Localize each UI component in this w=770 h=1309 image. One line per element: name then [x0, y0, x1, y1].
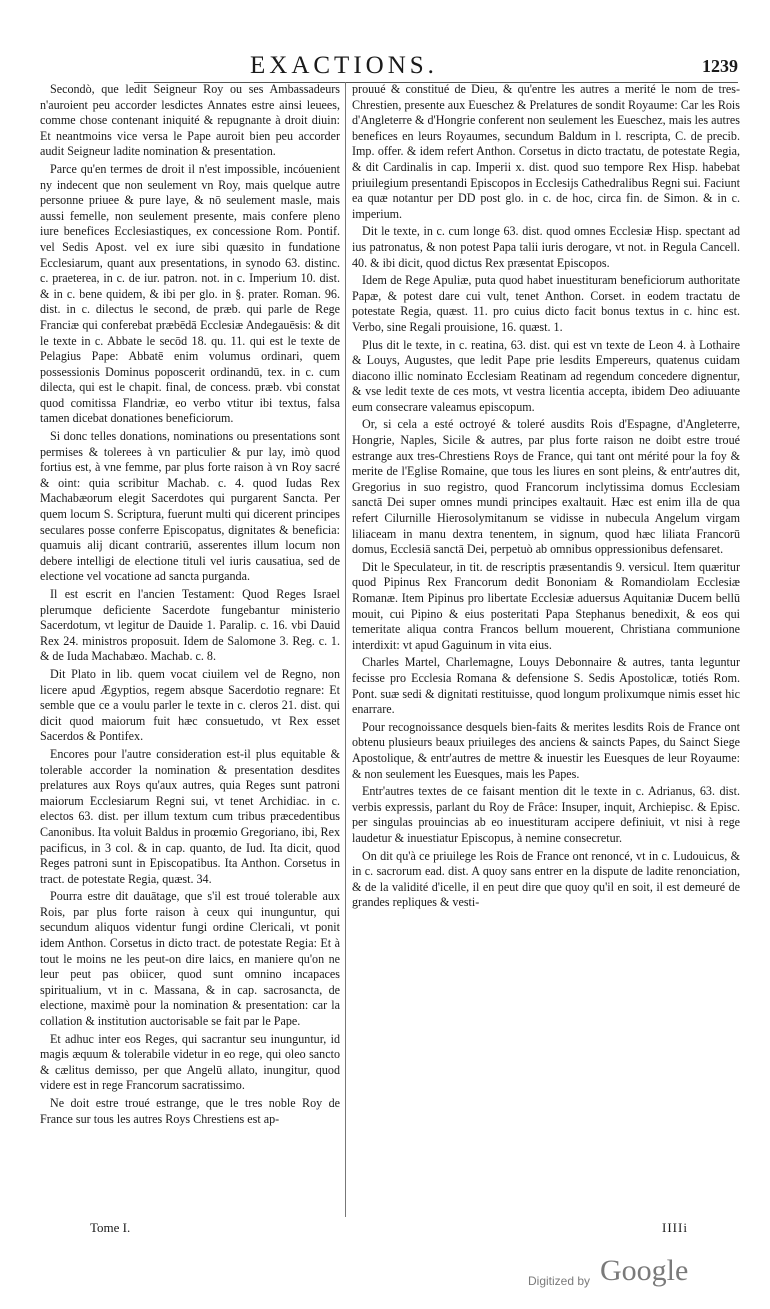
watermark-label: Digitized by — [528, 1274, 591, 1288]
paragraph: Il est escrit en l'ancien Testament: Quod Reges Israel plerumque deficiente Sacerdote fungebantur ministerio Sacerdotum, vt legitur de Dauide 1. Paralip. c. 16. vbi Dauid Rex 24. ministros proposuit. Idem de Salomone 3. Reg. c. 1. & de Iuda Machabæo. Machab. c. 8. — [40, 587, 340, 664]
watermark-brand: Google — [600, 1254, 689, 1287]
column-divider — [345, 82, 346, 1217]
left-text-column — [40, 82, 340, 1222]
paragraph: Dit le texte, in c. cum longe 63. dist. quod omnes Ecclesiæ Hisp. spectant ad ius patronatus, & non potest Papa talii iuris derogare, vt not. in Regula Cancell. 40. & ibi dicit, quod dictus Rex præsentat Episcopos. — [352, 224, 740, 270]
paragraph: Or, si cela a esté octroyé & toleré ausdits Rois d'Espagne, d'Angleterre, Hongrie, Naples, Sicile & autres, par plus forte raison ne doibt estre troué estrange aux tres-Chrestiens Roys de France, qui tant ont mérité pour la foy & merite de l'Eglise Romaine, que tous les liures en sont pleins, & entr'autres dit, Gregorius in suo registro, quod Francorum inclytissima domus Ecclesiam sanctā Dei super omnes mundi principes exaltauit. Hæc est enim illa de qua refert Cilurnille Hierosolymitanum se vidisse in nubecula Angelum virgam liliaceam in manu dextra tenentem, in signum, quod hæc liliata Francorū domus, Ecclesiā sanctā Dei, perpetuò ab omnibus oppressionibus defensaret. — [352, 417, 740, 557]
signature-mark: IIIIi — [662, 1220, 688, 1235]
right-text-column — [352, 82, 740, 1222]
paragraph: Pourra estre dit dauātage, que s'il est troué tolerable aux Rois, par plus forte raison à ceux qui inunguntur, qui secundum aliquos videntur fungi ordine Clericali, vt ponit idem Anthon. Corsetus in dicto tract. de potestate Regia: Et à tout le moins ne les peut-on dire laics, en maniere qu'on ne leur peut pas obiicer, quod sunt omnino incapaces spiritualium, vt in c. Massana, & in cap. sacrosancta, de electione, maximè pour la nomination & presentation: car la collation & institution auctorisable se fait par le Pape. — [40, 889, 340, 1029]
paragraph: Dit Plato in lib. quem vocat ciuilem vel de Regno, non licere apud Ægyptios, regem absque Sacerdotio regnare: Et semble que ce a voulu parler le texte in c. cleros 21. dist. qui dicit quod maiorum fuit hæc consuetudo, vt Rex esset Sacerdos & Pontifex. — [40, 666, 340, 744]
paragraph: Ne doit estre troué estrange, que le tres noble Roy de France sur tous les autres Roys Chrestiens est ap- — [40, 1096, 340, 1126]
digitized-watermark — [528, 1254, 743, 1300]
paragraph: prouué & constitué de Dieu, & qu'entre les autres a merité le nom de tres-Chrestien, presente aux Eueschez & Prelatures de sondit Royaume: Car les Rois d'Angleterre & d'Hongrie conferent non seulement les Eueschez, mais les autres benefices en leurs Royaumes, secundum Baldum in l. rescripta, C. de precib. Imp. offer. & idem refert Anthon. Corsetus in dicto tractatu, de potestate Regia, & dit Cardinalis in cap. Imperii x. dist. quod suo tempore Rex Hisp. habebat priuilegium presentandi Episcopos in Ecclesijs Cathedralibus Regni sui. Faciunt ea quæ notantur per DD post glo. in c. de hoc, circa fin. de Simon. & in c. imperium. — [352, 82, 740, 221]
paragraph: Secondò, que ledit Seigneur Roy ou ses Ambassadeurs n'auroient peu accorder lesdictes Annates estre ainsi leuees, comme chose contenant iniquité & repugnante à droit diuin: Et neantmoins vice versa le Pape auroit bien peu accorder audit Seigneur ladite nomination & presentation. — [40, 82, 340, 159]
paragraph: On dit qu'à ce priuilege les Rois de France ont renoncé, vt in c. Ludouicus, & in c. sacrorum ead. dist. A quoy sans entrer en la dispute de ladite renonciation, & de la validité d'icelle, il en peut dire que quoy qu'il en soit, il est demeuré de grandes repliques & vesti- — [352, 848, 740, 910]
paragraph: Plus dit le texte, in c. reatina, 63. dist. qui est vn texte de Leon 4. à Lothaire & Louys, Augustes, que ledit Pape prie lesdits Empereurs, quatenus cuidam diacono illic nominato Ecclesiam Reatinam ad regendum concedere dignentur, & vse ledit texte de ces mots, vt vestra licentia accepta, ibidem Deo adiuuante eum consecrare valeamus episcopum. — [352, 337, 740, 414]
volume-label: Tome I. — [90, 1220, 131, 1235]
paragraph: Charles Martel, Charlemagne, Louys Debonnaire & autres, tanta leguntur fecisse pro Ecclesia Romana & defensione S. Sedis Apostolicæ, totiés Rom. Pont. suæ sedi & dignitati restituisse, quod longum prolixumque nimis esset hic enarrare. — [352, 655, 740, 717]
paragraph: Parce qu'en termes de droit il n'est impossible, incóuenient ny indecent que non seulement vn Roy, mais quelque autre personne priuee & pure laye, & nō seulement masle, mais aussi femelle, non seulement presente, mais confere pleno iure benefices Ecclesiastiques, ex concessione Rom. Pontif. vel Sedis Apost. vel ex iure sibi quæsito in fundatione Ecclesiarum, quant aux presentations, in synodo 63. distinc. c. praeterea, in c. de iur. patron. not. in c. Imperium 10. dist. & in c. bene quidem, & ibi per glo. in §. prater. Roman. 96. dist. in c. dilectus le second, de præb. qui parle de Rege Franciæ qui conferebat præbēdā Ecclesiæ Andegauēsis: & dit le texte in c. Abbate le secōd 18. qu. 11. qui est le texte de Pelagius Pape: Abbatē enim volumus ordinari, quem possessionis Dominus poposcerit ordinandū, tex. in c. cum dilecta, qui est le chapit. final, de concess. præb. vbi constat quod comitissa Flandriæ, eo verbo vtitur ibi textus, falsa tamen dicebat donationes beneficiorum. — [40, 161, 340, 426]
paragraph: Entr'autres textes de ce faisant mention dit le texte in c. Adrianus, 63. dist. verbis expressis, parlant du Roy de Frâce: Insuper, inquit, Archiepisc. & Episc. per singulas prouincias ab eo inuestituram accipere definiuit, vt nisi à rege laudetur & inuestiatur Episcopus, à nemine consecretur. — [352, 784, 740, 845]
paragraph: Et adhuc inter eos Reges, qui sacrantur seu inunguntur, id magis æquum & tolerabile videtur in eo rege, qui oleo sancto & cælitus demisso, per que Angelū allato, inungitur, quod videre est in rege Francorum sacratissimo. — [40, 1031, 340, 1093]
running-title: EXACTIONS. — [250, 52, 438, 79]
paragraph: Si donc telles donations, nominations ou presentations sont permises & tolerees à vn particulier & pur lay, imò quod fortius est, à vne femme, par plus forte raison à vn Roy sacré & oint: quia scribitur Machab. c. 4. quod Iudas Rex Machabæorum elegit Sacerdotes qui purgarent Sancta. Per quem locum S. Scriptura, fuerunt multi qui dicerent principes seculares posse conferre Episcopatus, dignitates & beneficia: quamuis alij dicant contrariū, asserentes illum locum non debere intelligi de electione tituli vel iuris causatiua, sed de electione vel vocatione ad sancta purganda. — [40, 429, 340, 584]
paragraph: Idem de Rege Apuliæ, puta quod habet inuestituram beneficiorum authoritate Papæ, & potest dare cui vult, tenet Anthon. Corset. in eodem tractatu de potestate Regia, quæst. 11. pro cuius dicto facit bonus textus in c. hinc est. Verbo, sine Regali prouisione, 16. quæst. 1. — [352, 273, 740, 334]
running-header — [130, 52, 750, 80]
paragraph: Pour recognoissance desquels bien-faits & merites lesdits Rois de France ont obtenu plusieurs beaux priuileges des anciens & saincts Papes, du Sainct Siege Apostolique, & entr'autres de mettre & inuestir les Euesques de leur Royaume: & non seulement les Euesques, mais les Papes. — [352, 719, 740, 781]
page-number: 1239 — [702, 56, 738, 76]
paragraph: Dit le Speculateur, in tit. de rescriptis præsentandis 9. versicul. Item quæritur quod Pipinus Rex Francorum dedit Bononiam & Romandiolam Ecclesiæ Romanæ. Item Pipinus pro libertate Ecclesiæ aduersus Aquitaniæ Ducem bellū mouit, cui Pipino & eius posteritati Papa Stephanus benedixit, & eos qui temeritate aliqua contra Francos bellum mouerent, Christiana communione interdixit: vt apud Gaguinum in vita eius. — [352, 559, 740, 652]
paragraph: Encores pour l'autre consideration est-il plus equitable & tolerable accorder la nomination & presentation desdites prelatures aux Roys qu'aux autres, quia Reges sunt patroni maiorum Ecclesiarum Regni sui, vt tenet Archidiac. in c. electos 63. dist. per illum textum cum tribus præcedentibus Canonibus. Ita voluit Baldus in proœmio Gregoriano, ibi, Rex pacificus, in 3 col. & in cap. quanto, de Iud. Ita dicit, quod Reges patroni sunt in Episcopatibus. Ita Anthon. Corsetus in tract. de potestate Regia, quæst. 34. — [40, 746, 340, 886]
